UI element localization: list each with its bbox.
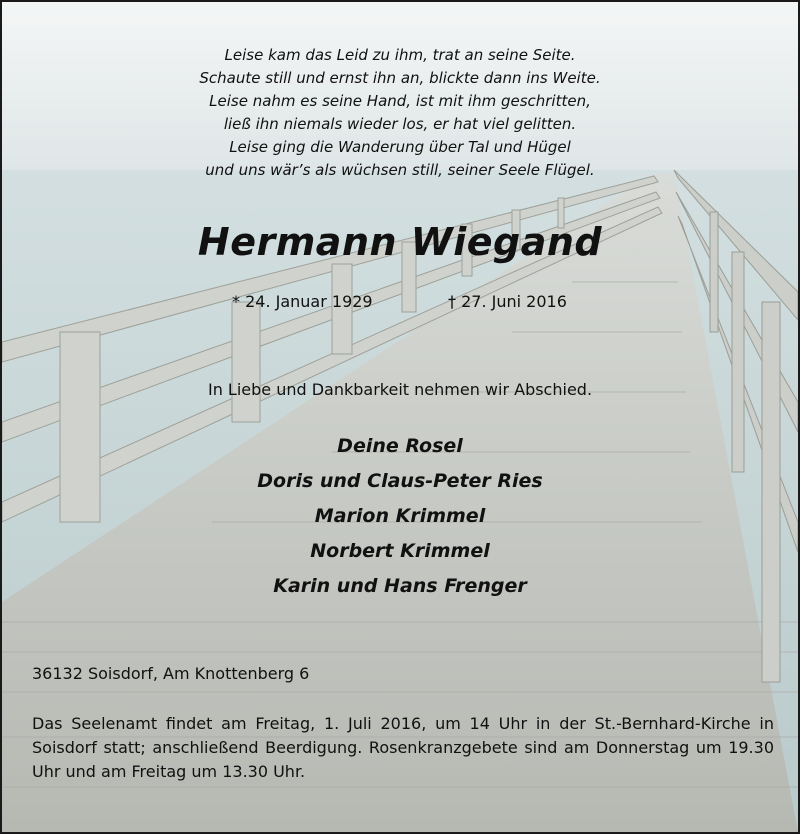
mourner-name: Marion Krimmel [314, 505, 486, 527]
poem-line: Leise kam das Leid zu ihm, trat an seine Seite. [224, 46, 576, 64]
mourner-name: Norbert Krimmel [310, 540, 490, 562]
poem-line: Leise nahm es seine Hand, ist mit ihm geschritten, [209, 92, 591, 110]
service-information: Das Seelenamt findet am Freitag, 1. Juli 2016, um 14 Uhr in der St.-Bernhard-Kirche in Soisdorf statt; anschließend Beerdigung. Rosenkranzgebete sind am Donnerstag um 19.30 Uhr und am Freitag um 13.30 Uhr. [32, 714, 774, 781]
family-address: 36132 Soisdorf, Am Knottenberg 6 [32, 664, 310, 683]
mourner-name: Karin und Hans Frenger [273, 575, 527, 597]
deceased-name: Hermann Wiegand [197, 220, 603, 264]
poem-line: und uns wär’s als wüchsen still, seiner Seele Flügel. [205, 161, 595, 179]
poem-line: Leise ging die Wanderung über Tal und Hügel [229, 138, 571, 156]
memorial-poem [2, 44, 798, 182]
mourner-name: Doris und Claus-Peter Ries [257, 470, 543, 492]
mourners-list [2, 429, 798, 604]
farewell-text: In Liebe und Dankbarkeit nehmen wir Abschied. [207, 380, 593, 399]
birth-date: * 24. Januar 1929 [232, 292, 373, 311]
poem-line: Schaute still und ernst ihn an, blickte dann ins Weite. [199, 69, 601, 87]
poem-line: ließ ihn niemals wieder los, er hat viel gelitten. [223, 115, 577, 133]
death-date: † 27. Juni 2016 [448, 292, 567, 311]
mourner-name: Deine Rosel [337, 435, 463, 457]
